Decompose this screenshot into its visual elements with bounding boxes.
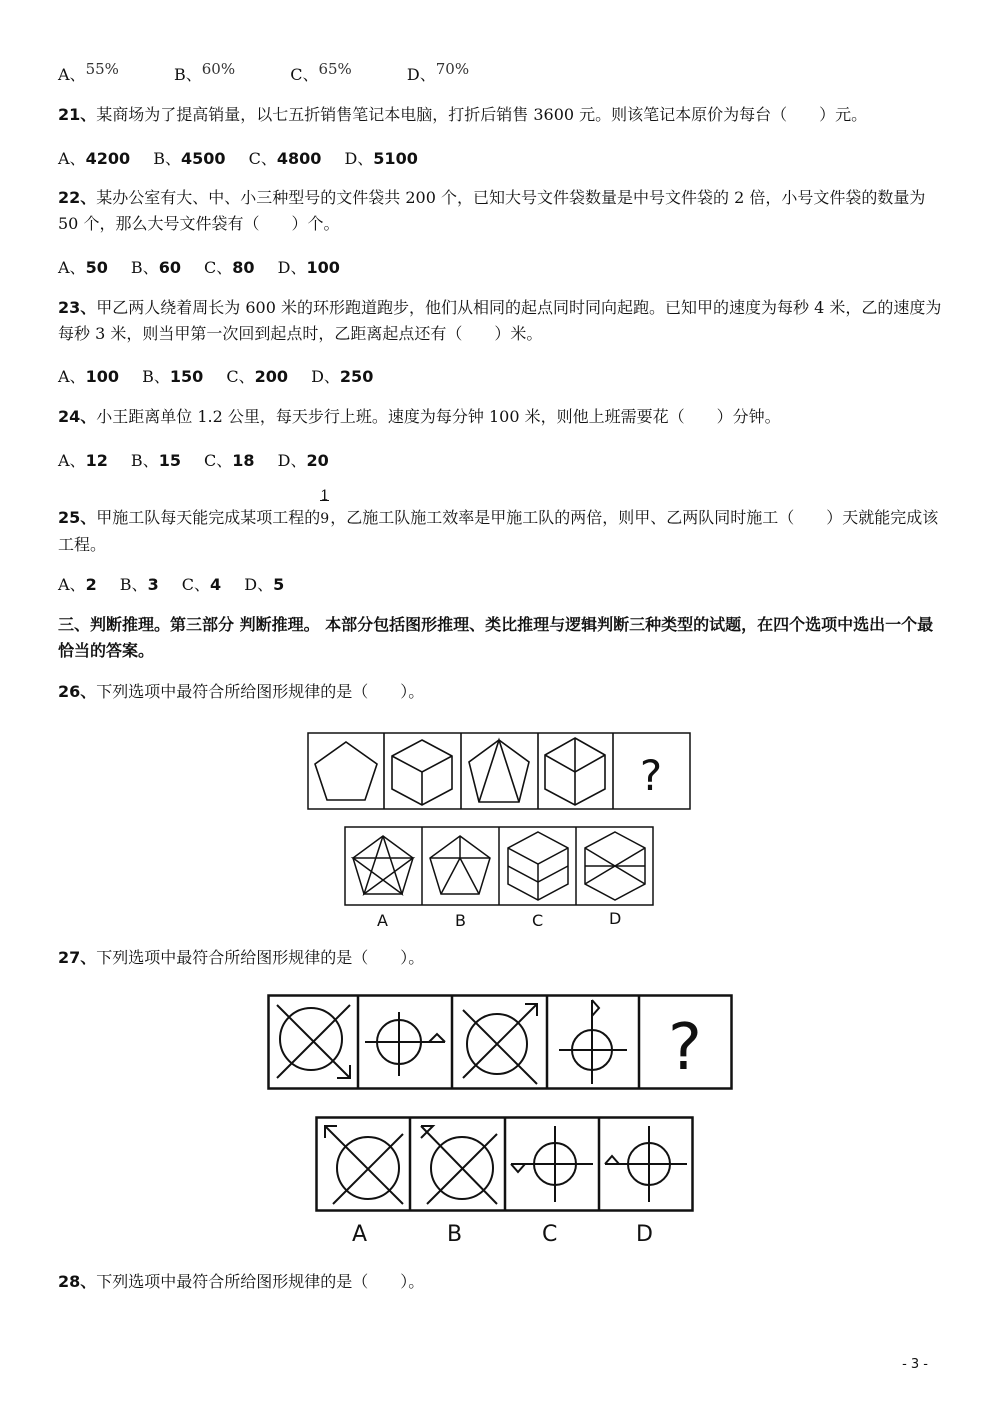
q24-option-d: D、20 [277,451,329,470]
page-number: - 3 - [902,1357,928,1372]
q26-option-b-pentagon-icon [430,836,490,894]
q24: 24、小王距离单位 1.2 公里，每天步行上班。速度为每分钟 100 米，则他上班需要花（ ）分钟。 [58,407,781,426]
q25-options [58,572,302,595]
q27-question-mark: ? [668,1011,702,1085]
q27-option-d-icon [605,1126,687,1202]
q27-option-c-icon [511,1126,593,1202]
q23-option-a: A、100 [58,367,119,386]
fraction-one-ninth: $\frac{1}{9}$ [320,488,330,527]
q26: 26、下列选项中最符合所给图形规律的是（ ）。 [58,682,425,701]
q26-pentagon-icon [315,742,377,800]
q23-options [58,364,391,387]
q26-hexagon-lines-icon [545,738,605,805]
q20-option-c: C、65% [290,60,352,84]
q24-option-a: A、12 [58,451,108,470]
q27-option-b-icon [421,1126,497,1204]
q27-label-a: A [352,1222,368,1247]
q26-option-a-star-icon [353,836,413,894]
q27: 27、下列选项中最符合所给图形规律的是（ ）。 [58,948,425,967]
q21-option-d: D、5100 [344,149,418,168]
q27-circle-x-flag-icon [277,1005,350,1078]
q26-label-d: D [609,909,622,928]
q27-circle-cross-flag-top-icon [559,1000,627,1084]
q25-option-b: B、3 [119,575,159,594]
q26-cube-icon [392,740,452,805]
q22-option-a: A、50 [58,258,108,277]
q23-option-d: D、250 [311,367,374,386]
q20-option-b: B、60% [174,60,236,84]
q27-option-a-icon [325,1126,403,1204]
q26-option-d-hexagon-icon [585,832,645,900]
q27-label-d: D [636,1222,653,1247]
section-3-heading: 三、判断推理。第三部分 判断推理。 本部分包括图形推理、类比推理与逻辑判断三种类型的试题，在四个选项中选出一个最恰当的答案。 [58,615,934,660]
q22-options [58,255,358,278]
q21: 21、某商场为了提高销量，以七五折销售笔记本电脑，打折后销售 3600 元。则该笔记本原价为每台（ ）元。 [58,105,868,124]
q20-option-a: A、55% [58,60,119,84]
q23-option-c: C、200 [226,367,288,386]
q26-option-c-cube-icon [508,832,568,900]
q22-option-d: D、100 [277,258,340,277]
q28: 28、下列选项中最符合所给图形规律的是（ ）。 [58,1272,425,1291]
q27-label-b: B [447,1222,463,1247]
q25-option-a: A、2 [58,575,97,594]
q21-options [58,146,436,169]
q27-circle-x-flag-topright-icon [463,1004,537,1084]
q20-options [58,62,487,85]
q23-option-b: B、150 [142,367,204,386]
q26-label-a: A [377,911,388,930]
q24-option-c: C、18 [204,451,255,470]
q25-option-d: D、5 [244,575,285,594]
q21-option-b: B、4500 [153,149,226,168]
q25-option-c: C、4 [181,575,222,594]
q24-option-b: B、15 [130,451,181,470]
q27-circle-cross-flag-icon [365,1012,445,1076]
q26-label-b: B [455,911,466,930]
q26-pentagon-triangle-icon [469,740,529,802]
q22: 22、某办公室有大、中、小三种型号的文件袋共 200 个，已知大号文件袋数量是中号文件袋的 2 倍，小号文件袋的数量为 50 个，那么大号文件袋有（ ）个。 [58,188,926,233]
q25: 25、甲施工队每天能完成某项工程的 $\frac{1}{9}$，乙施工队施工效率是甲施工队的两倍，则甲、乙两队同时施工（ ）天就能完成该工程。 [58,488,939,554]
q26-label-c: C [532,911,544,930]
q22-option-c: C、80 [204,258,255,277]
q26-question-mark: ? [639,751,663,800]
q20-option-d: D、70% [406,60,470,84]
q22-option-b: B、60 [130,258,181,277]
q27-figure-options [315,1116,697,1214]
q27-figure-sequence [267,994,735,1092]
q23: 23、甲乙两人绕着周长为 600 米的环形跑道跑步，他们从相同的起点同时同向起跑。已知甲的速度为每秒 4 米，乙的速度为每秒 3 米，则当甲第一次回到起点时，乙距离起点还有（ ）米。 [58,298,942,343]
q27-label-c: C [542,1222,558,1247]
q21-option-a: A、4200 [58,149,131,168]
q24-options [58,448,347,471]
q26-figure-sequence [307,732,693,812]
q21-option-c: C、4800 [248,149,322,168]
q26-figure-options [344,826,656,908]
